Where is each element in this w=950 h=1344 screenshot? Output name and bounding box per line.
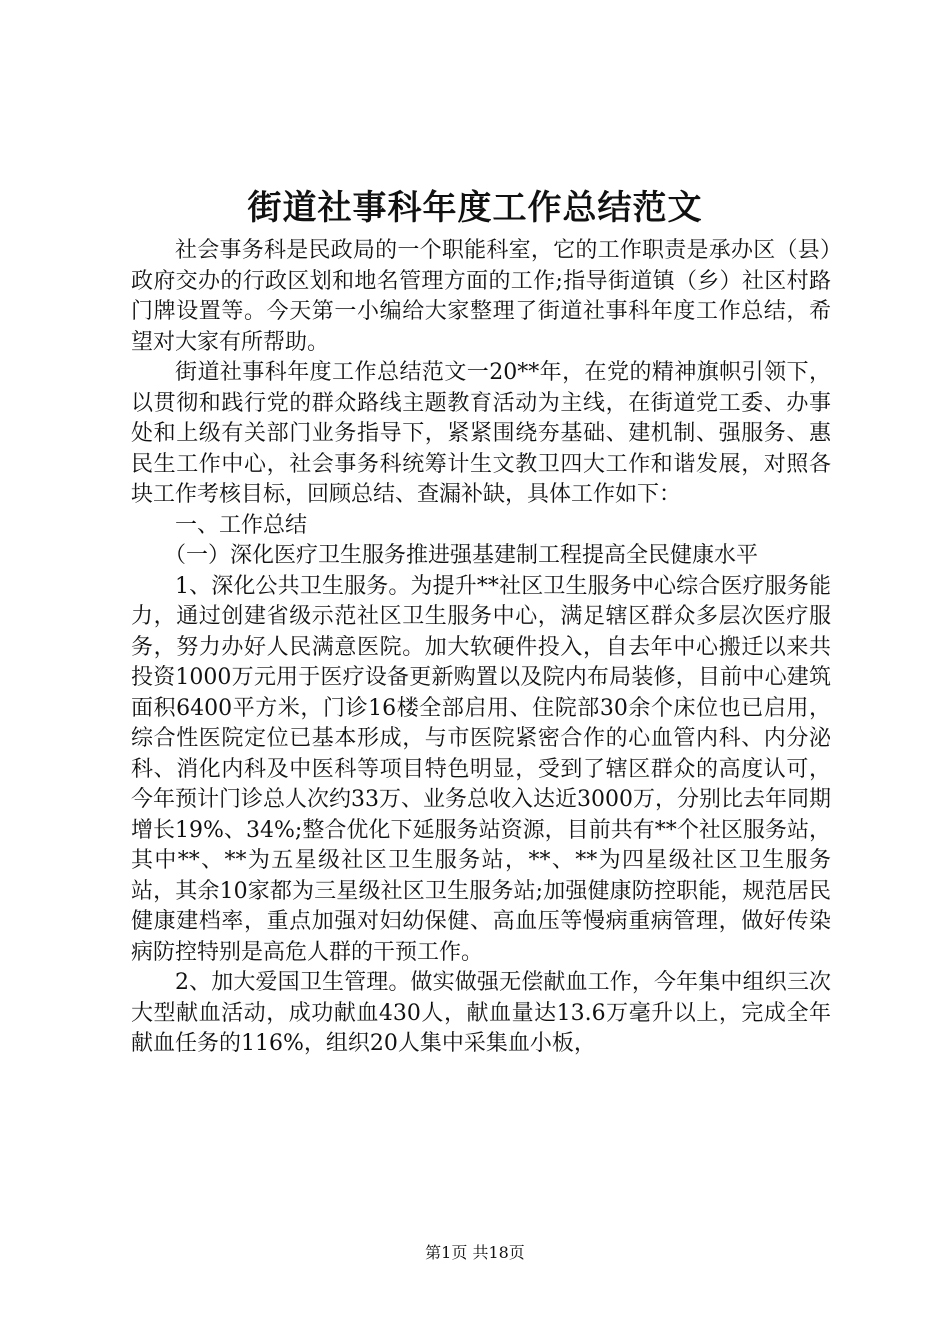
document-body xyxy=(131,236,831,1060)
subsection-heading: （一）深化医疗卫生服务推进强基建制工程提高全民健康水平 xyxy=(164,543,759,568)
paragraph-intro: 社会事务科是民政局的一个职能科室，它的工作职责是承办区（县）政府交办的行政区划和地名管理方面的工作;指导街道镇（乡）社区村路门牌设置等。今天第一小编给大家整理了街道社事科年度工作总结，希望对大家有所帮助。 xyxy=(131,238,831,355)
section-heading: 一、工作总结 xyxy=(175,512,308,538)
document-title: 街道社事科年度工作总结范文 xyxy=(247,188,703,228)
paragraph-public-health: 1、深化公共卫生服务。为提升**社区卫生服务中心综合医疗服务能力，通过创建省级示范社区卫生服务中心，满足辖区群众多层次医疗服务，努力办好人民满意医院。加大软硬件投入，自去年中心搬迁以来共投资1000万元用于医疗设备更新购置以及院内布局装修，目前中心建筑面积6400平方米，门诊16楼全部启用、住院部30余个床位也已启用，综合性医院定位已基本形成，与市医院紧密合作的心血管内科、内分泌科、消化内科及中医科等项目特色明显，受到了辖区群众的高度认可，今年预计门诊总人次约33万、业务总收入达近3000万，分别比去年同期增长19%、34%;整合优化下延服务站资源，目前共有**个社区服务站，其中**、**为五星级社区卫生服务站，**、**为四星级社区卫生服务站，其余10家都为三星级社区卫生服务站;加强健康防控职能，规范居民健康建档率，重点加强对妇幼保健、高血压等慢病重病管理，做好传染病防控特别是高危人群的干预工作。 xyxy=(131,573,831,965)
page-footer: 第1页 共18页 xyxy=(425,1243,525,1262)
paragraph-patriotic-health: 2、加大爱国卫生管理。做实做强无偿献血工作，今年集中组织三次大型献血活动，成功献血430人，献血量达13.6万毫升以上，完成全年献血任务的116%，组织20人集中采集血小板， xyxy=(131,970,831,1056)
paragraph-overview: 街道社事科年度工作总结范文一20**年，在党的精神旗帜引领下，以贯彻和践行党的群众路线主题教育活动为主线，在街道党工委、办事处和上级有关部门业务指导下，紧紧围绕夯基础、建机制、强服务、惠民生工作中心，社会事务科统筹计生文教卫四大工作和谐发展，对照各块工作考核目标，回顾总结、查漏补缺，具体工作如下： xyxy=(131,360,831,507)
